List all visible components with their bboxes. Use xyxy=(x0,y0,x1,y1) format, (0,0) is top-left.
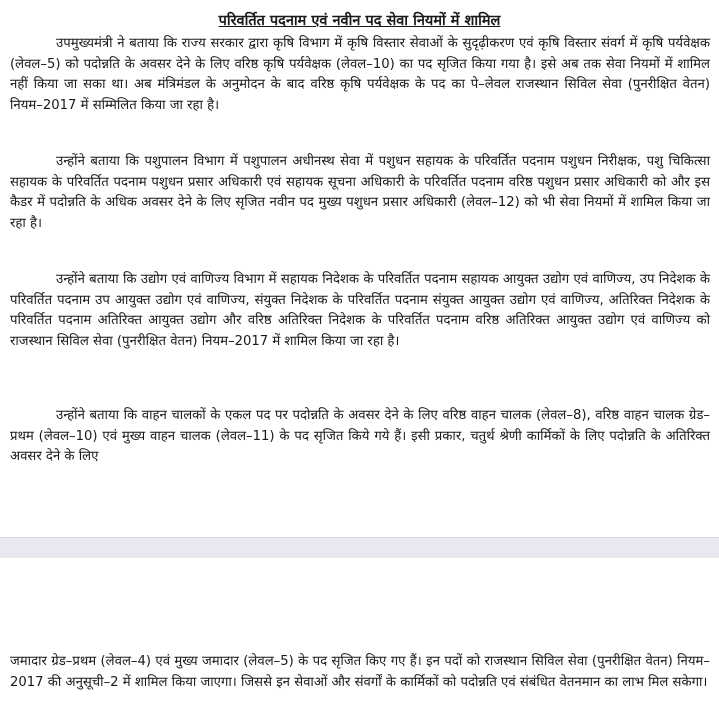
document-title: परिवर्तित पदनाम एवं नवीन पद सेवा नियमों में शामिल xyxy=(218,13,501,29)
page-separator xyxy=(0,537,719,559)
paragraph-animal-husbandry: उन्होंने बताया कि पशुपालन विभाग में पशुपालन अधीनस्थ सेवा में पशुधन सहायक के परिवर्तित पदनाम पशुधन निरीक्षक, पशु चिकित्सा सहायक के परिवर्तित पदनाम पशुधन प्रसार अधिकारी एवं सहायक सूचना अधिकारी के परिवर्तित पदनाम वरिष्ठ पशुधन प्रसार अधिकारी को और इस कैडर में पदोन्नति के अधिक अवसर देने के लिए सृजित नवीन पद मुख्य पशुधन प्रसार अधिकारी (लेवल–12) को भी सेवा नियमों में शामिल किया जा रहा है। xyxy=(10,154,710,231)
paragraph-agriculture: उपमुख्यमंत्री ने बताया कि राज्य सरकार द्वारा कृषि विभाग में कृषि विस्तार सेवाओं के सुदृढ़ीकरण एवं कृषि विस्तार संवर्ग में कृषि पर्यवेक्षक (लेवल–5) को पदोन्नति के अवसर देने के लिए वरिष्ठ कृषि पर्यवेक्षक (लेवल–10) का पद सृजित किया गया है। इसे अब तक सेवा नियमों में शामिल नहीं किया जा सका था। अब मंत्रिमंडल के अनुमोदन के बाद वरिष्ठ कृषि पर्यवेक्षक के पद का पे–लेवल राजस्थान सिविल सेवा (पुनरीक्षित वेतन) नियम–2017 में सम्मिलित किया जा रहा है। xyxy=(10,36,710,113)
paragraph-vehicle-drivers: उन्होंने बताया कि वाहन चालकों के एकल पद पर पदोन्नति के अवसर देने के लिए वरिष्ठ वाहन चालक (लेवल–8), वरिष्ठ वाहन चालक ग्रेड–प्रथम (लेवल–10) एवं मुख्य वाहन चालक (लेवल–11) के पद सृजित किये गये हैं। इसी प्रकार, चतुर्थ श्रेणी कार्मिकों के लिए पदोन्नति के अतिरिक्त अवसर देने के लिए xyxy=(10,408,710,464)
document-page-2 xyxy=(0,558,719,723)
paragraph-industry-commerce: उन्होंने बताया कि उद्योग एवं वाणिज्य विभाग में सहायक निदेशक के परिवर्तित पदनाम सहायक आयुक्त उद्योग एवं वाणिज्य, उप निदेशक के परिवर्तित पदनाम उप आयुक्त उद्योग एवं वाणिज्य, संयुक्त निदेशक के परिवर्तित पदनाम संयुक्त आयुक्त उद्योग एवं वाणिज्य, अतिरिक्त निदेशक के परिवर्तित पदनाम अतिरिक्त आयुक्त उद्योग और वरिष्ठ अतिरिक्त निदेशक के परिवर्तित पदनाम वरिष्ठ अतिरिक्त आयुक्त उद्योग एवं वाणिज्य को राजस्थान सिविल सेवा (पुनरीक्षित वेतन) नियम–2017 में शामिल किया जा रहा है। xyxy=(10,272,710,349)
paragraph-jamadar: जमादार ग्रेड–प्रथम (लेवल–4) एवं मुख्य जमादार (लेवल–5) के पद सृजित किए गए हैं। इन पदों को राजस्थान सिविल सेवा (पुनरीक्षित वेतन) नियम–2017 की अनुसूची–2 में शामिल किया जाएगा। जिससे इन सेवाओं और संवर्गों के कार्मिकों को पदोन्नति एवं संबंधित वेतनमान का लाभ मिल सकेगा। xyxy=(10,654,710,690)
